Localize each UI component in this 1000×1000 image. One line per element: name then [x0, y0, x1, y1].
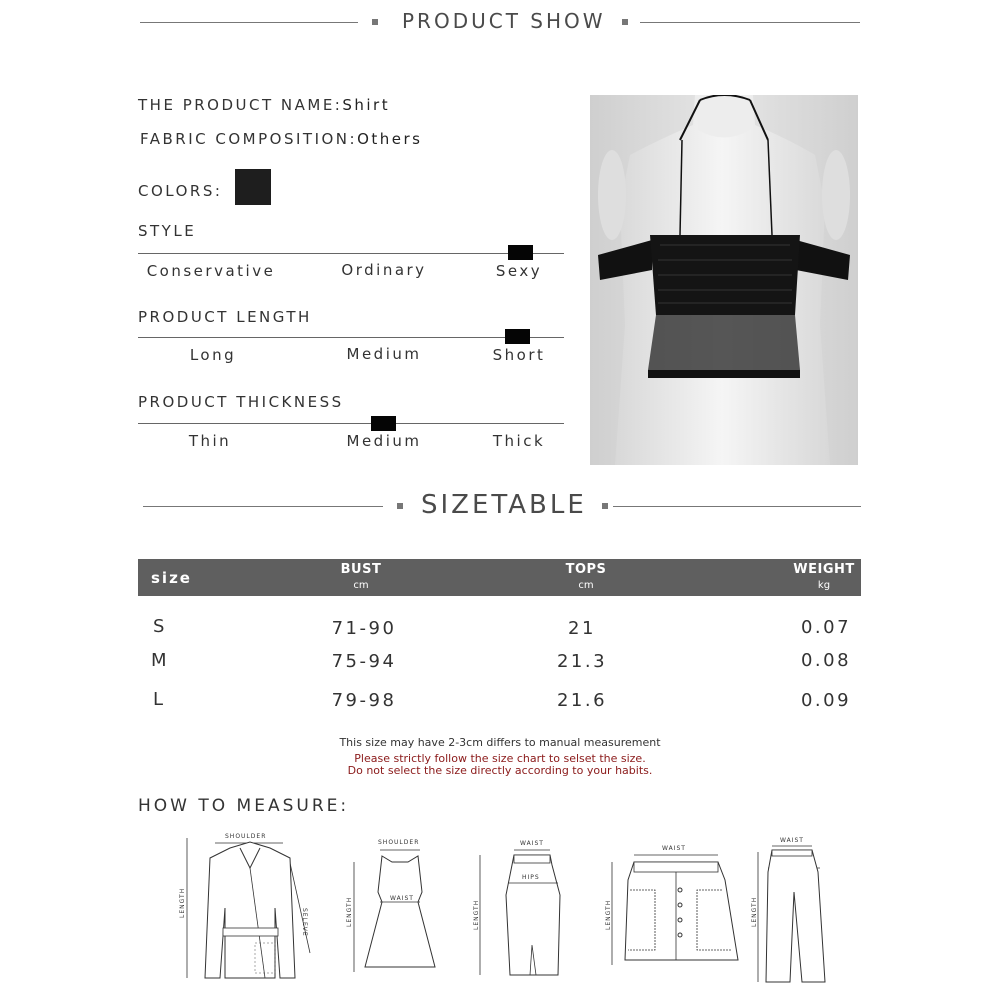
style-scale-line — [138, 253, 564, 254]
length-label-long: Long — [189, 346, 237, 364]
mannequin-illustration — [590, 95, 858, 465]
row-m-bust: 75-94 — [331, 651, 397, 672]
header-bust: BUST — [340, 562, 382, 577]
length-scale-title: PRODUCT LENGTH — [138, 308, 312, 326]
header-tops-unit: cm — [578, 580, 594, 591]
header-size: size — [151, 569, 192, 587]
sizetable-rule-right — [613, 506, 861, 507]
style-scale-marker — [508, 245, 533, 260]
jacket-diagram — [175, 828, 325, 988]
thickness-scale-line — [138, 423, 564, 424]
jacket-length-label: LENGTH — [179, 887, 186, 918]
dress-diagram — [340, 832, 440, 982]
thickness-label-thick: Thick — [492, 432, 546, 450]
skirt-hips-label: HIPS — [522, 874, 540, 881]
denim-length-label: LENGTH — [605, 899, 612, 930]
denim-skirt-diagram — [600, 840, 750, 980]
section-rule-left — [140, 22, 358, 23]
thickness-scale-marker — [371, 416, 396, 431]
colors-label: COLORS: — [138, 182, 223, 200]
product-name-value: Shirt — [342, 96, 391, 114]
skirt-diagram — [470, 835, 570, 985]
length-label-medium: Medium — [346, 345, 422, 363]
row-s-tops: 21 — [568, 618, 596, 639]
product-show-title: PRODUCT SHOW — [402, 9, 606, 33]
row-s-bust: 71-90 — [331, 618, 397, 639]
section-dot-left — [372, 19, 378, 25]
length-label-short: Short — [492, 346, 546, 364]
fabric-value: Others — [357, 130, 423, 148]
pants-diagram — [750, 832, 850, 992]
style-label-ordinary: Ordinary — [341, 261, 427, 279]
row-l-bust: 79-98 — [331, 690, 397, 711]
size-warning-2: Do not select the size directly according to your habits. — [347, 764, 653, 777]
thickness-label-thin: Thin — [188, 432, 232, 450]
style-label-conservative: Conservative — [146, 262, 276, 280]
dress-waist-label: WAIST — [390, 895, 414, 902]
sizetable-rule-left — [143, 506, 383, 507]
header-weight-unit: kg — [817, 580, 831, 591]
size-table-header — [138, 559, 861, 596]
header-tops: TOPS — [565, 562, 607, 577]
section-dot-right — [622, 19, 628, 25]
color-swatch-black[interactable] — [235, 169, 271, 205]
sizetable-dot-right — [602, 503, 608, 509]
pants-length-label: LENGTH — [751, 896, 758, 927]
row-m-tops: 21.3 — [556, 651, 608, 672]
skirt-waist-label: WAIST — [520, 840, 544, 847]
header-weight: WEIGHT — [793, 562, 855, 577]
thickness-scale-title: PRODUCT THICKNESS — [138, 393, 344, 411]
product-photo — [590, 95, 858, 465]
size-warning-1: Please strictly follow the size chart to selset the size. — [354, 752, 646, 765]
header-bust-unit: cm — [353, 580, 369, 591]
dress-length-label: LENGTH — [346, 896, 353, 927]
length-scale-marker — [505, 329, 530, 344]
how-to-measure-title: HOW TO MEASURE: — [138, 796, 350, 816]
length-scale-line — [138, 337, 564, 338]
fabric-row — [140, 130, 422, 148]
dress-shoulder-label: SHOULDER — [378, 839, 420, 846]
row-m-size: M — [151, 650, 170, 671]
fabric-label: FABRIC COMPOSITION: — [140, 130, 358, 148]
style-label-sexy: Sexy — [495, 262, 543, 280]
row-s-size: S — [153, 616, 167, 637]
product-name-row — [138, 96, 390, 114]
pants-waist-label: WAIST — [780, 837, 804, 844]
product-name-label: THE PRODUCT NAME: — [138, 96, 343, 114]
size-note: This size may have 2-3cm differs to manual measurement — [339, 736, 661, 749]
style-scale-title: STYLE — [138, 222, 197, 240]
section-rule-right — [640, 22, 860, 23]
skirt-length-label: LENGTH — [473, 899, 480, 930]
sizetable-dot-left — [397, 503, 403, 509]
row-l-weight: 0.09 — [800, 690, 852, 711]
row-m-weight: 0.08 — [800, 650, 852, 671]
row-l-size: L — [153, 689, 166, 710]
thickness-label-medium: Medium — [346, 432, 422, 450]
row-l-tops: 21.6 — [556, 690, 608, 711]
jacket-shoulder-label: SHOULDER — [225, 833, 267, 840]
denim-waist-label: WAIST — [662, 845, 686, 852]
jacket-seleve-label: SELEVE — [301, 908, 308, 937]
row-s-weight: 0.07 — [800, 617, 852, 638]
sizetable-title: SIZETABLE — [421, 490, 587, 520]
